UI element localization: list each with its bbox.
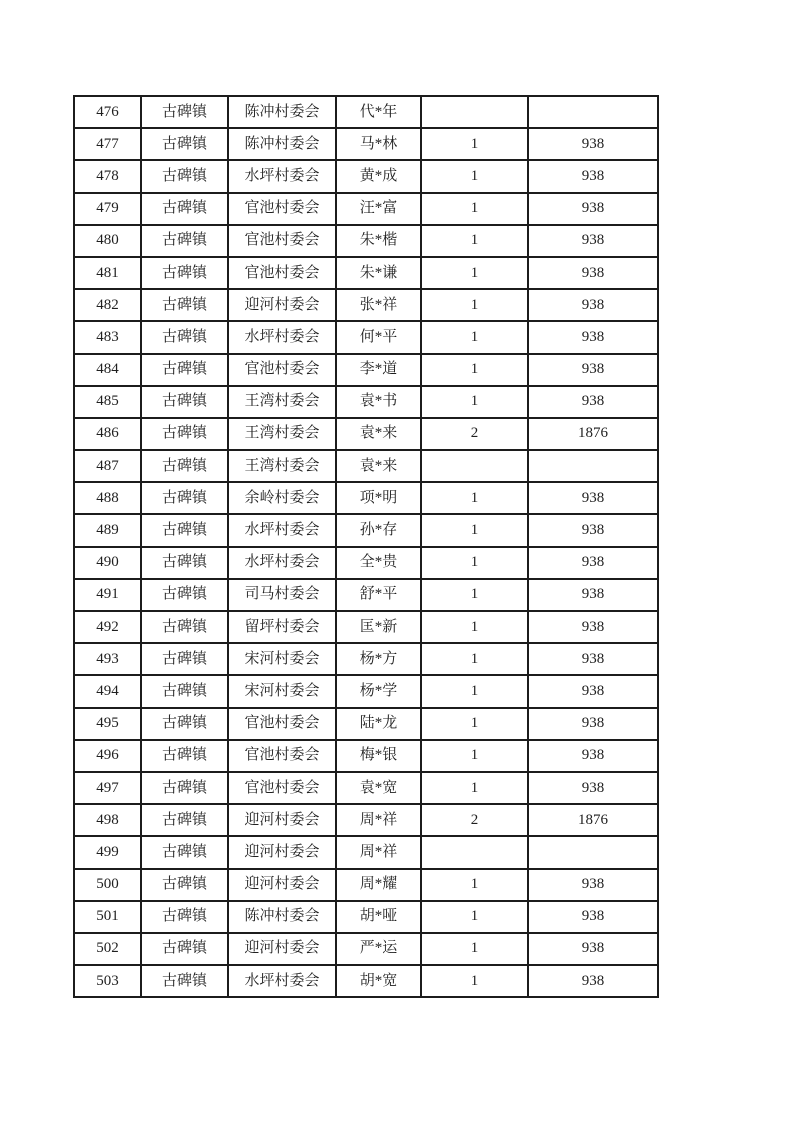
cell-name: 陆*龙 — [336, 708, 421, 740]
cell-count: 1 — [421, 482, 528, 514]
cell-town: 古碑镇 — [141, 482, 228, 514]
cell-count: 1 — [421, 643, 528, 675]
cell-name: 严*运 — [336, 933, 421, 965]
table-row — [74, 257, 658, 289]
cell-village: 官池村委会 — [228, 708, 336, 740]
cell-amount: 938 — [528, 772, 658, 804]
cell-amount: 938 — [528, 354, 658, 386]
cell-town: 古碑镇 — [141, 708, 228, 740]
cell-village: 水坪村委会 — [228, 547, 336, 579]
cell-index: 501 — [74, 901, 141, 933]
table-row — [74, 547, 658, 579]
cell-count: 1 — [421, 514, 528, 546]
cell-town: 古碑镇 — [141, 869, 228, 901]
cell-village: 王湾村委会 — [228, 418, 336, 450]
cell-amount: 938 — [528, 193, 658, 225]
cell-amount: 938 — [528, 386, 658, 418]
cell-village: 迎河村委会 — [228, 836, 336, 868]
cell-name: 舒*平 — [336, 579, 421, 611]
cell-amount: 938 — [528, 225, 658, 257]
beneficiary-table — [73, 95, 659, 998]
cell-name: 朱*楷 — [336, 225, 421, 257]
cell-village: 迎河村委会 — [228, 869, 336, 901]
cell-index: 498 — [74, 804, 141, 836]
cell-town: 古碑镇 — [141, 675, 228, 707]
cell-name: 匡*新 — [336, 611, 421, 643]
cell-index: 497 — [74, 772, 141, 804]
table-row — [74, 965, 658, 997]
cell-count: 1 — [421, 193, 528, 225]
cell-index: 478 — [74, 160, 141, 192]
cell-index: 490 — [74, 547, 141, 579]
cell-village: 迎河村委会 — [228, 804, 336, 836]
table-row — [74, 450, 658, 482]
cell-town: 古碑镇 — [141, 160, 228, 192]
cell-amount: 938 — [528, 160, 658, 192]
cell-count: 1 — [421, 547, 528, 579]
cell-index: 485 — [74, 386, 141, 418]
cell-name: 黄*成 — [336, 160, 421, 192]
cell-count: 1 — [421, 675, 528, 707]
cell-name: 马*林 — [336, 128, 421, 160]
cell-name: 全*贵 — [336, 547, 421, 579]
table-row — [74, 160, 658, 192]
cell-index: 481 — [74, 257, 141, 289]
cell-amount: 938 — [528, 547, 658, 579]
cell-count: 1 — [421, 386, 528, 418]
cell-village: 陈冲村委会 — [228, 96, 336, 128]
cell-village: 余岭村委会 — [228, 482, 336, 514]
cell-village: 司马村委会 — [228, 579, 336, 611]
cell-name: 周*祥 — [336, 804, 421, 836]
cell-index: 495 — [74, 708, 141, 740]
cell-village: 水坪村委会 — [228, 514, 336, 546]
cell-index: 496 — [74, 740, 141, 772]
cell-index: 491 — [74, 579, 141, 611]
cell-index: 492 — [74, 611, 141, 643]
cell-count: 2 — [421, 418, 528, 450]
cell-town: 古碑镇 — [141, 128, 228, 160]
cell-count — [421, 96, 528, 128]
table-row — [74, 289, 658, 321]
cell-count: 1 — [421, 869, 528, 901]
cell-town: 古碑镇 — [141, 611, 228, 643]
cell-index: 493 — [74, 643, 141, 675]
cell-index: 483 — [74, 321, 141, 353]
cell-amount: 938 — [528, 933, 658, 965]
cell-village: 王湾村委会 — [228, 450, 336, 482]
cell-village: 官池村委会 — [228, 193, 336, 225]
cell-amount: 938 — [528, 965, 658, 997]
cell-count: 1 — [421, 740, 528, 772]
table-row — [74, 933, 658, 965]
cell-amount: 938 — [528, 514, 658, 546]
cell-index: 477 — [74, 128, 141, 160]
cell-amount: 938 — [528, 611, 658, 643]
table-row — [74, 708, 658, 740]
cell-village: 水坪村委会 — [228, 965, 336, 997]
cell-count: 1 — [421, 579, 528, 611]
cell-amount: 938 — [528, 708, 658, 740]
cell-village: 王湾村委会 — [228, 386, 336, 418]
cell-count: 1 — [421, 160, 528, 192]
cell-count: 1 — [421, 772, 528, 804]
cell-count: 1 — [421, 289, 528, 321]
cell-count: 1 — [421, 965, 528, 997]
cell-index: 482 — [74, 289, 141, 321]
table-row — [74, 96, 658, 128]
cell-amount: 938 — [528, 257, 658, 289]
cell-name: 朱*谦 — [336, 257, 421, 289]
table-row — [74, 128, 658, 160]
cell-town: 古碑镇 — [141, 450, 228, 482]
table-row — [74, 418, 658, 450]
cell-village: 迎河村委会 — [228, 933, 336, 965]
cell-index: 503 — [74, 965, 141, 997]
table-row — [74, 386, 658, 418]
cell-count: 1 — [421, 257, 528, 289]
cell-index: 494 — [74, 675, 141, 707]
cell-village: 水坪村委会 — [228, 160, 336, 192]
cell-amount: 938 — [528, 740, 658, 772]
table-row — [74, 901, 658, 933]
cell-village: 官池村委会 — [228, 257, 336, 289]
cell-count — [421, 836, 528, 868]
cell-name: 杨*学 — [336, 675, 421, 707]
cell-count: 1 — [421, 354, 528, 386]
cell-town: 古碑镇 — [141, 193, 228, 225]
cell-name: 袁*来 — [336, 418, 421, 450]
cell-town: 古碑镇 — [141, 643, 228, 675]
cell-name: 周*祥 — [336, 836, 421, 868]
table-row — [74, 225, 658, 257]
cell-index: 479 — [74, 193, 141, 225]
cell-index: 476 — [74, 96, 141, 128]
table-row — [74, 321, 658, 353]
cell-village: 迎河村委会 — [228, 289, 336, 321]
cell-town: 古碑镇 — [141, 772, 228, 804]
cell-amount — [528, 450, 658, 482]
cell-amount: 938 — [528, 579, 658, 611]
table-body — [74, 96, 658, 997]
cell-count: 1 — [421, 225, 528, 257]
cell-village: 官池村委会 — [228, 740, 336, 772]
cell-village: 陈冲村委会 — [228, 128, 336, 160]
cell-index: 500 — [74, 869, 141, 901]
cell-count: 1 — [421, 933, 528, 965]
cell-name: 袁*书 — [336, 386, 421, 418]
cell-town: 古碑镇 — [141, 804, 228, 836]
table-row — [74, 804, 658, 836]
cell-town: 古碑镇 — [141, 933, 228, 965]
table-row — [74, 740, 658, 772]
cell-town: 古碑镇 — [141, 836, 228, 868]
cell-count: 1 — [421, 901, 528, 933]
cell-name: 梅*银 — [336, 740, 421, 772]
cell-count: 1 — [421, 321, 528, 353]
cell-amount — [528, 96, 658, 128]
cell-town: 古碑镇 — [141, 418, 228, 450]
cell-amount — [528, 836, 658, 868]
cell-amount: 938 — [528, 901, 658, 933]
table-row — [74, 869, 658, 901]
cell-town: 古碑镇 — [141, 257, 228, 289]
cell-village: 官池村委会 — [228, 354, 336, 386]
cell-count: 1 — [421, 611, 528, 643]
table-row — [74, 611, 658, 643]
table-row — [74, 772, 658, 804]
cell-town: 古碑镇 — [141, 547, 228, 579]
cell-index: 502 — [74, 933, 141, 965]
cell-name: 孙*存 — [336, 514, 421, 546]
cell-index: 486 — [74, 418, 141, 450]
cell-amount: 1876 — [528, 804, 658, 836]
table-row — [74, 579, 658, 611]
cell-name: 周*耀 — [336, 869, 421, 901]
cell-count — [421, 450, 528, 482]
cell-name: 李*道 — [336, 354, 421, 386]
table-row — [74, 836, 658, 868]
cell-count: 1 — [421, 708, 528, 740]
cell-village: 水坪村委会 — [228, 321, 336, 353]
cell-count: 1 — [421, 128, 528, 160]
cell-name: 杨*方 — [336, 643, 421, 675]
cell-town: 古碑镇 — [141, 321, 228, 353]
cell-town: 古碑镇 — [141, 965, 228, 997]
cell-name: 汪*富 — [336, 193, 421, 225]
cell-town: 古碑镇 — [141, 96, 228, 128]
cell-amount: 1876 — [528, 418, 658, 450]
cell-name: 袁*来 — [336, 450, 421, 482]
cell-index: 487 — [74, 450, 141, 482]
table-row — [74, 675, 658, 707]
cell-index: 489 — [74, 514, 141, 546]
table-row — [74, 354, 658, 386]
cell-name: 张*祥 — [336, 289, 421, 321]
cell-amount: 938 — [528, 643, 658, 675]
cell-amount: 938 — [528, 289, 658, 321]
cell-town: 古碑镇 — [141, 740, 228, 772]
table-row — [74, 193, 658, 225]
table-row — [74, 482, 658, 514]
cell-village: 留坪村委会 — [228, 611, 336, 643]
cell-count: 2 — [421, 804, 528, 836]
cell-name: 胡*哑 — [336, 901, 421, 933]
cell-town: 古碑镇 — [141, 354, 228, 386]
cell-name: 项*明 — [336, 482, 421, 514]
cell-town: 古碑镇 — [141, 289, 228, 321]
cell-village: 官池村委会 — [228, 225, 336, 257]
cell-amount: 938 — [528, 482, 658, 514]
cell-town: 古碑镇 — [141, 579, 228, 611]
cell-name: 袁*宽 — [336, 772, 421, 804]
cell-town: 古碑镇 — [141, 901, 228, 933]
cell-town: 古碑镇 — [141, 225, 228, 257]
cell-index: 484 — [74, 354, 141, 386]
cell-town: 古碑镇 — [141, 386, 228, 418]
cell-village: 宋河村委会 — [228, 675, 336, 707]
cell-name: 何*平 — [336, 321, 421, 353]
cell-village: 宋河村委会 — [228, 643, 336, 675]
cell-name: 代*年 — [336, 96, 421, 128]
cell-village: 陈冲村委会 — [228, 901, 336, 933]
cell-name: 胡*宽 — [336, 965, 421, 997]
table-row — [74, 643, 658, 675]
cell-amount: 938 — [528, 128, 658, 160]
cell-village: 官池村委会 — [228, 772, 336, 804]
cell-amount: 938 — [528, 675, 658, 707]
cell-index: 488 — [74, 482, 141, 514]
cell-town: 古碑镇 — [141, 514, 228, 546]
cell-index: 499 — [74, 836, 141, 868]
cell-amount: 938 — [528, 869, 658, 901]
cell-index: 480 — [74, 225, 141, 257]
table-row — [74, 514, 658, 546]
cell-amount: 938 — [528, 321, 658, 353]
